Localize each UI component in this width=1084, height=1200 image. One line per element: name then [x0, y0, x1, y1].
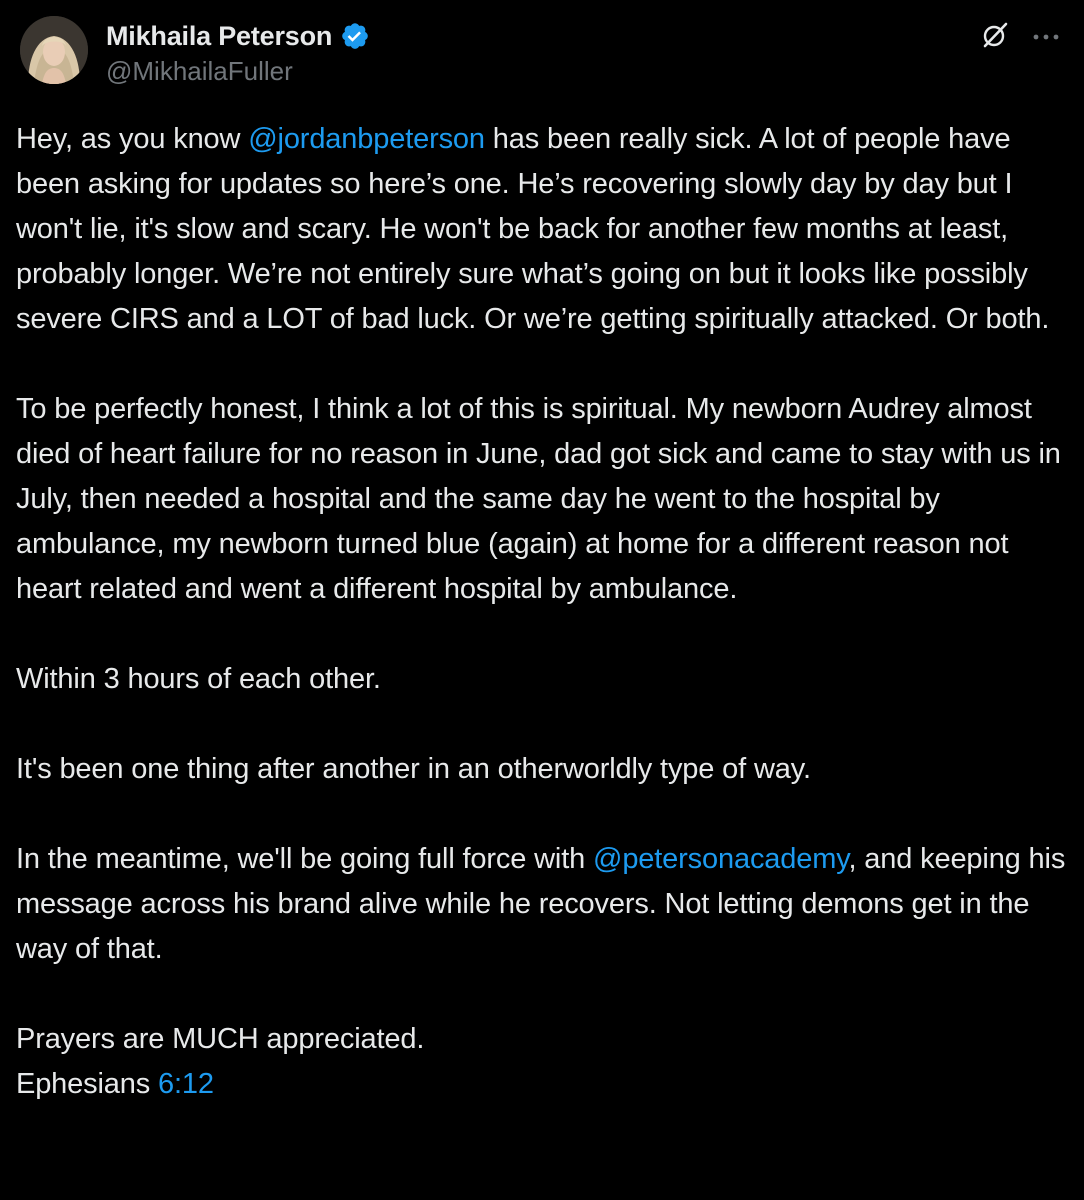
p6-text-start: Ephesians	[16, 1068, 158, 1100]
paragraph-2: To be perfectly honest, I think a lot of this is spiritual. My newborn Audrey almost died of heart failure for no reason in June, dad got sick and came to stay with us in July, then needed a hospital and the same day he went to the hospital by ambulance, my newborn turned blue (again) at home for a different reason not heart related and went a different hospital by ambulance.	[16, 393, 1061, 605]
avatar-photo	[20, 16, 88, 84]
p6-line-1: Prayers are MUCH appreciated.	[16, 1023, 425, 1055]
paragraph-1	[16, 117, 1074, 342]
grok-icon[interactable]	[980, 20, 1010, 50]
post-header	[20, 16, 1064, 92]
mention-petersonacademy[interactable]: @petersonacademy	[593, 843, 849, 875]
p1-text-end: has been really sick. A lot of people have been asking for updates so here’s one. He’s recovering slowly day by day but I won't lie, it's slow and scary. He won't be back for another few months at least, probably longer. We’re not entirely sure what’s going on but it looks like possibly severe CIRS and a LOT of bad luck. Or we’re getting spiritually attacked. Or both.	[16, 123, 1050, 335]
p5-text-end: , and keeping his message across his brand alive while he recovers. Not letting demons get in the way of that.	[16, 843, 1066, 965]
verse-link[interactable]: 6:12	[158, 1068, 214, 1100]
paragraph-3: Within 3 hours of each other.	[16, 663, 381, 695]
post-text	[16, 117, 1074, 1107]
paragraph-5	[16, 837, 1074, 972]
author-identity	[106, 18, 370, 87]
verified-badge-icon[interactable]	[340, 21, 370, 51]
more-options-icon[interactable]	[1028, 20, 1064, 50]
p5-text-start: In the meantime, we'll be going full force with	[16, 843, 594, 875]
display-name[interactable]: Mikhaila Peterson	[106, 20, 333, 51]
avatar[interactable]	[20, 16, 88, 84]
paragraph-4: It's been one thing after another in an otherworldly type of way.	[16, 753, 811, 785]
mention-jordanbpeterson[interactable]: @jordanbpeterson	[248, 123, 485, 155]
paragraph-6	[16, 1017, 1074, 1107]
author-handle[interactable]: @MikhailaFuller	[106, 56, 293, 86]
name-row	[106, 18, 370, 54]
p1-text-start: Hey, as you know	[16, 123, 249, 155]
